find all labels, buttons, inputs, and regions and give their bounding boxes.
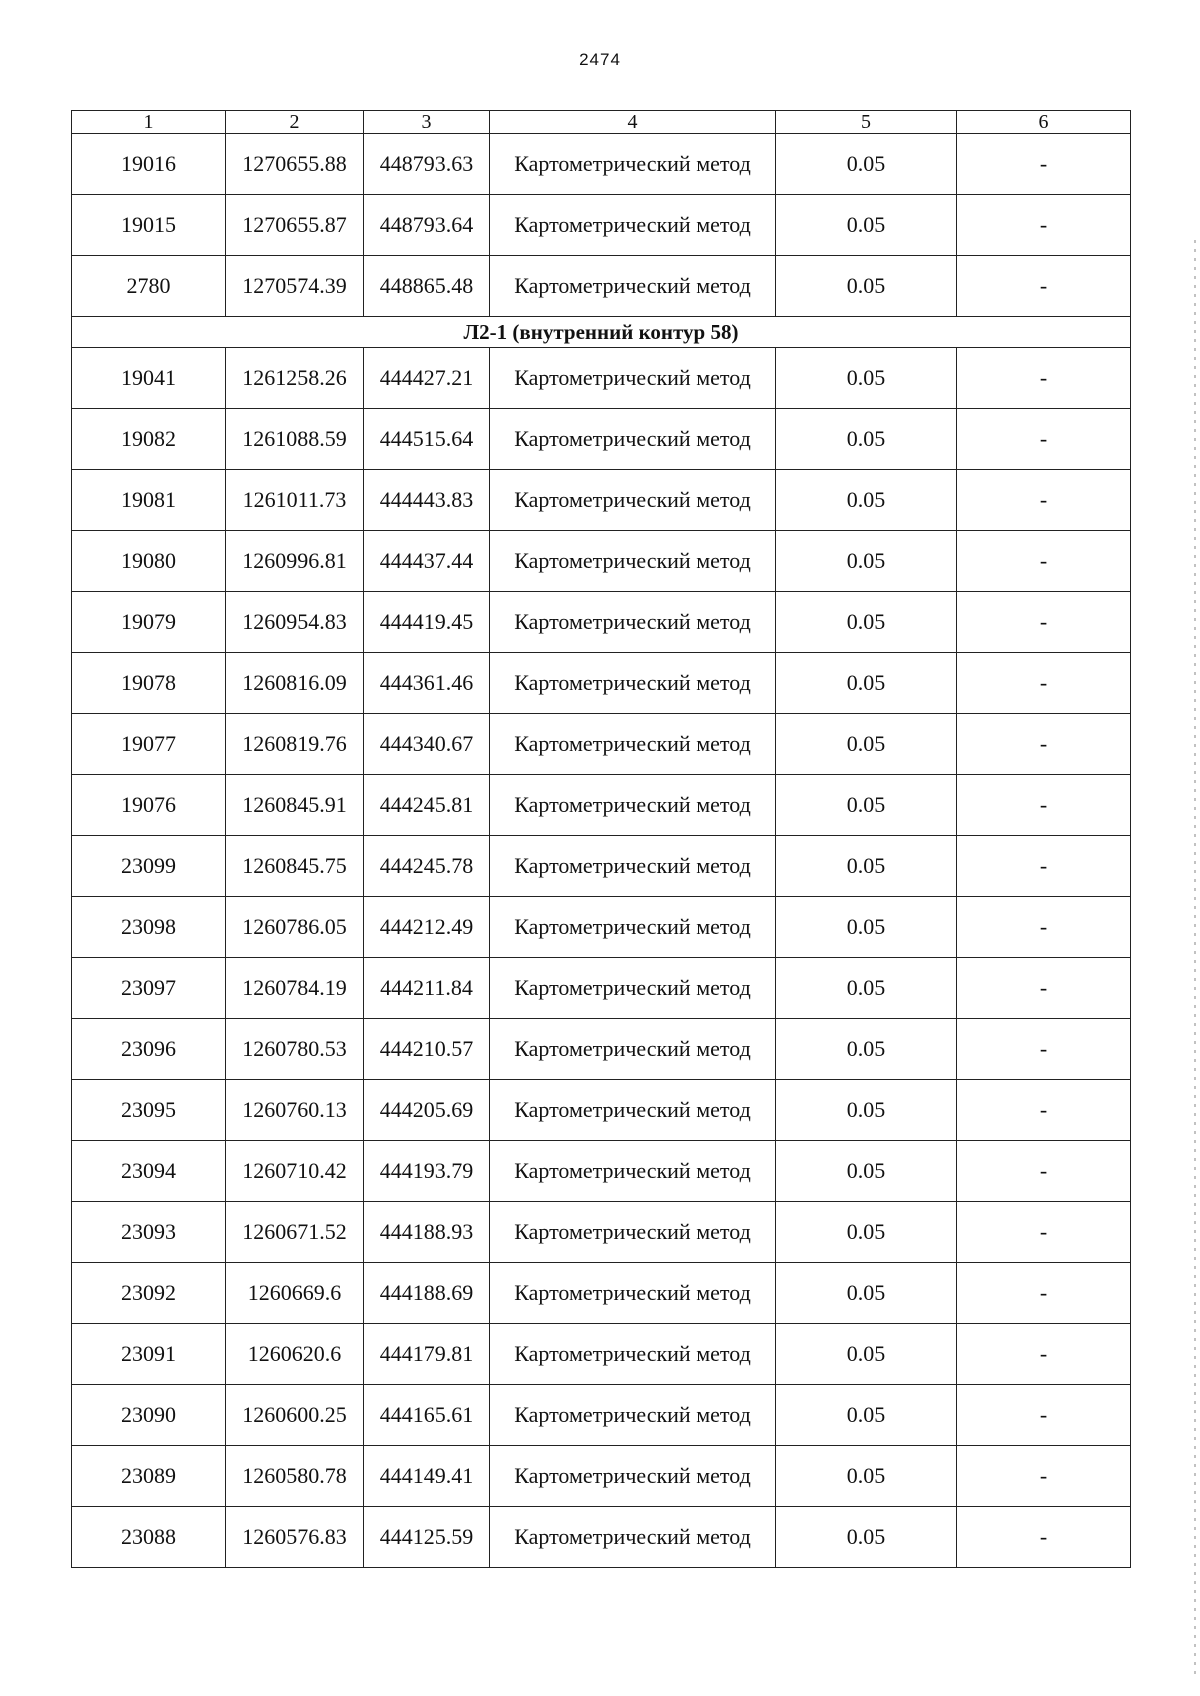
note-cell: - xyxy=(957,1080,1131,1141)
point-number-cell: 19081 xyxy=(72,470,226,531)
accuracy-cell: 0.05 xyxy=(776,1202,957,1263)
x-coordinate-cell: 1270655.88 xyxy=(226,134,364,195)
x-coordinate-cell: 1260996.81 xyxy=(226,531,364,592)
accuracy-cell: 0.05 xyxy=(776,1019,957,1080)
x-coordinate-cell: 1260671.52 xyxy=(226,1202,364,1263)
y-coordinate-cell: 444245.78 xyxy=(364,836,490,897)
accuracy-cell: 0.05 xyxy=(776,134,957,195)
method-cell: Картометрический метод xyxy=(490,653,776,714)
x-coordinate-cell: 1260620.6 xyxy=(226,1324,364,1385)
note-cell: - xyxy=(957,1385,1131,1446)
method-cell: Картометрический метод xyxy=(490,195,776,256)
table-row xyxy=(72,256,1131,317)
note-cell: - xyxy=(957,1141,1131,1202)
accuracy-cell: 0.05 xyxy=(776,409,957,470)
method-cell: Картометрический метод xyxy=(490,1263,776,1324)
point-number-cell: 19076 xyxy=(72,775,226,836)
method-cell: Картометрический метод xyxy=(490,409,776,470)
point-number-cell: 19082 xyxy=(72,409,226,470)
method-cell: Картометрический метод xyxy=(490,836,776,897)
y-coordinate-cell: 444149.41 xyxy=(364,1446,490,1507)
note-cell: - xyxy=(957,1263,1131,1324)
x-coordinate-cell: 1260845.75 xyxy=(226,836,364,897)
accuracy-cell: 0.05 xyxy=(776,1080,957,1141)
method-cell: Картометрический метод xyxy=(490,958,776,1019)
method-cell: Картометрический метод xyxy=(490,1446,776,1507)
method-cell: Картометрический метод xyxy=(490,1202,776,1263)
method-cell: Картометрический метод xyxy=(490,1324,776,1385)
y-coordinate-cell: 444179.81 xyxy=(364,1324,490,1385)
method-cell: Картометрический метод xyxy=(490,1141,776,1202)
y-coordinate-cell: 444419.45 xyxy=(364,592,490,653)
method-cell: Картометрический метод xyxy=(490,592,776,653)
note-cell: - xyxy=(957,1019,1131,1080)
point-number-cell: 19078 xyxy=(72,653,226,714)
y-coordinate-cell: 444515.64 xyxy=(364,409,490,470)
y-coordinate-cell: 448793.63 xyxy=(364,134,490,195)
note-cell: - xyxy=(957,775,1131,836)
accuracy-cell: 0.05 xyxy=(776,1385,957,1446)
method-cell: Картометрический метод xyxy=(490,897,776,958)
section-header-row xyxy=(72,317,1131,348)
table-row xyxy=(72,1507,1131,1568)
x-coordinate-cell: 1260784.19 xyxy=(226,958,364,1019)
accuracy-cell: 0.05 xyxy=(776,1263,957,1324)
method-cell: Картометрический метод xyxy=(490,775,776,836)
table-row xyxy=(72,897,1131,958)
section-title: Л2-1 (внутренний контур 58) xyxy=(72,317,1131,348)
y-coordinate-cell: 444188.93 xyxy=(364,1202,490,1263)
table-row xyxy=(72,134,1131,195)
x-coordinate-cell: 1270574.39 xyxy=(226,256,364,317)
method-cell: Картометрический метод xyxy=(490,1507,776,1568)
y-coordinate-cell: 444437.44 xyxy=(364,531,490,592)
point-number-cell: 19080 xyxy=(72,531,226,592)
x-coordinate-cell: 1260669.6 xyxy=(226,1263,364,1324)
table-row xyxy=(72,1141,1131,1202)
y-coordinate-cell: 448865.48 xyxy=(364,256,490,317)
x-coordinate-cell: 1261088.59 xyxy=(226,409,364,470)
note-cell: - xyxy=(957,256,1131,317)
point-number-cell: 19079 xyxy=(72,592,226,653)
note-cell: - xyxy=(957,1446,1131,1507)
point-number-cell: 23099 xyxy=(72,836,226,897)
note-cell: - xyxy=(957,1324,1131,1385)
point-number-cell: 23098 xyxy=(72,897,226,958)
y-coordinate-cell: 444212.49 xyxy=(364,897,490,958)
point-number-cell: 19016 xyxy=(72,134,226,195)
column-header-5: 5 xyxy=(776,111,957,134)
note-cell: - xyxy=(957,195,1131,256)
method-cell: Картометрический метод xyxy=(490,1080,776,1141)
x-coordinate-cell: 1260760.13 xyxy=(226,1080,364,1141)
column-header-4: 4 xyxy=(490,111,776,134)
accuracy-cell: 0.05 xyxy=(776,836,957,897)
accuracy-cell: 0.05 xyxy=(776,1141,957,1202)
accuracy-cell: 0.05 xyxy=(776,592,957,653)
y-coordinate-cell: 444188.69 xyxy=(364,1263,490,1324)
note-cell: - xyxy=(957,531,1131,592)
method-cell: Картометрический метод xyxy=(490,348,776,409)
point-number-cell: 2780 xyxy=(72,256,226,317)
table-row xyxy=(72,1019,1131,1080)
point-number-cell: 23092 xyxy=(72,1263,226,1324)
table-row xyxy=(72,714,1131,775)
table-row xyxy=(72,775,1131,836)
table-row xyxy=(72,195,1131,256)
note-cell: - xyxy=(957,836,1131,897)
accuracy-cell: 0.05 xyxy=(776,1324,957,1385)
table-row xyxy=(72,1385,1131,1446)
accuracy-cell: 0.05 xyxy=(776,958,957,1019)
accuracy-cell: 0.05 xyxy=(776,1507,957,1568)
accuracy-cell: 0.05 xyxy=(776,897,957,958)
x-coordinate-cell: 1261258.26 xyxy=(226,348,364,409)
table-row xyxy=(72,531,1131,592)
column-header-6: 6 xyxy=(957,111,1131,134)
point-number-cell: 23090 xyxy=(72,1385,226,1446)
method-cell: Картометрический метод xyxy=(490,134,776,195)
note-cell: - xyxy=(957,653,1131,714)
accuracy-cell: 0.05 xyxy=(776,470,957,531)
y-coordinate-cell: 444245.81 xyxy=(364,775,490,836)
accuracy-cell: 0.05 xyxy=(776,348,957,409)
page-number: 2474 xyxy=(579,50,621,69)
y-coordinate-cell: 444165.61 xyxy=(364,1385,490,1446)
method-cell: Картометрический метод xyxy=(490,714,776,775)
y-coordinate-cell: 444340.67 xyxy=(364,714,490,775)
accuracy-cell: 0.05 xyxy=(776,714,957,775)
y-coordinate-cell: 444361.46 xyxy=(364,653,490,714)
x-coordinate-cell: 1260600.25 xyxy=(226,1385,364,1446)
point-number-cell: 23088 xyxy=(72,1507,226,1568)
column-header-2: 2 xyxy=(226,111,364,134)
x-coordinate-cell: 1260710.42 xyxy=(226,1141,364,1202)
note-cell: - xyxy=(957,714,1131,775)
table-row xyxy=(72,348,1131,409)
x-coordinate-cell: 1260786.05 xyxy=(226,897,364,958)
accuracy-cell: 0.05 xyxy=(776,653,957,714)
method-cell: Картометрический метод xyxy=(490,1385,776,1446)
y-coordinate-cell: 444125.59 xyxy=(364,1507,490,1568)
note-cell: - xyxy=(957,470,1131,531)
point-number-cell: 23091 xyxy=(72,1324,226,1385)
scan-edge-artifact xyxy=(1194,240,1196,1680)
table-header-row xyxy=(72,111,1131,134)
table-row xyxy=(72,1202,1131,1263)
point-number-cell: 23094 xyxy=(72,1141,226,1202)
point-number-cell: 23095 xyxy=(72,1080,226,1141)
x-coordinate-cell: 1260816.09 xyxy=(226,653,364,714)
method-cell: Картометрический метод xyxy=(490,470,776,531)
x-coordinate-cell: 1260819.76 xyxy=(226,714,364,775)
accuracy-cell: 0.05 xyxy=(776,1446,957,1507)
point-number-cell: 23096 xyxy=(72,1019,226,1080)
point-number-cell: 23093 xyxy=(72,1202,226,1263)
note-cell: - xyxy=(957,897,1131,958)
x-coordinate-cell: 1260780.53 xyxy=(226,1019,364,1080)
note-cell: - xyxy=(957,348,1131,409)
method-cell: Картометрический метод xyxy=(490,531,776,592)
coordinates-table-body xyxy=(72,111,1131,1568)
point-number-cell: 19015 xyxy=(72,195,226,256)
point-number-cell: 23097 xyxy=(72,958,226,1019)
y-coordinate-cell: 444205.69 xyxy=(364,1080,490,1141)
y-coordinate-cell: 444211.84 xyxy=(364,958,490,1019)
point-number-cell: 19077 xyxy=(72,714,226,775)
table-row xyxy=(72,653,1131,714)
x-coordinate-cell: 1261011.73 xyxy=(226,470,364,531)
table-row xyxy=(72,409,1131,470)
column-header-3: 3 xyxy=(364,111,490,134)
table-row xyxy=(72,1263,1131,1324)
column-header-1: 1 xyxy=(72,111,226,134)
note-cell: - xyxy=(957,409,1131,470)
table-row xyxy=(72,1446,1131,1507)
table-row xyxy=(72,470,1131,531)
coordinates-table xyxy=(71,110,1131,1568)
accuracy-cell: 0.05 xyxy=(776,531,957,592)
x-coordinate-cell: 1260845.91 xyxy=(226,775,364,836)
method-cell: Картометрический метод xyxy=(490,256,776,317)
x-coordinate-cell: 1260954.83 xyxy=(226,592,364,653)
table-row xyxy=(72,592,1131,653)
x-coordinate-cell: 1260576.83 xyxy=(226,1507,364,1568)
note-cell: - xyxy=(957,134,1131,195)
accuracy-cell: 0.05 xyxy=(776,256,957,317)
y-coordinate-cell: 444210.57 xyxy=(364,1019,490,1080)
point-number-cell: 23089 xyxy=(72,1446,226,1507)
accuracy-cell: 0.05 xyxy=(776,195,957,256)
y-coordinate-cell: 444427.21 xyxy=(364,348,490,409)
table-row xyxy=(72,958,1131,1019)
point-number-cell: 19041 xyxy=(72,348,226,409)
note-cell: - xyxy=(957,958,1131,1019)
x-coordinate-cell: 1260580.78 xyxy=(226,1446,364,1507)
accuracy-cell: 0.05 xyxy=(776,775,957,836)
note-cell: - xyxy=(957,1507,1131,1568)
x-coordinate-cell: 1270655.87 xyxy=(226,195,364,256)
method-cell: Картометрический метод xyxy=(490,1019,776,1080)
table-row xyxy=(72,1324,1131,1385)
y-coordinate-cell: 444443.83 xyxy=(364,470,490,531)
note-cell: - xyxy=(957,592,1131,653)
note-cell: - xyxy=(957,1202,1131,1263)
y-coordinate-cell: 448793.64 xyxy=(364,195,490,256)
table-row xyxy=(72,836,1131,897)
table-row xyxy=(72,1080,1131,1141)
y-coordinate-cell: 444193.79 xyxy=(364,1141,490,1202)
